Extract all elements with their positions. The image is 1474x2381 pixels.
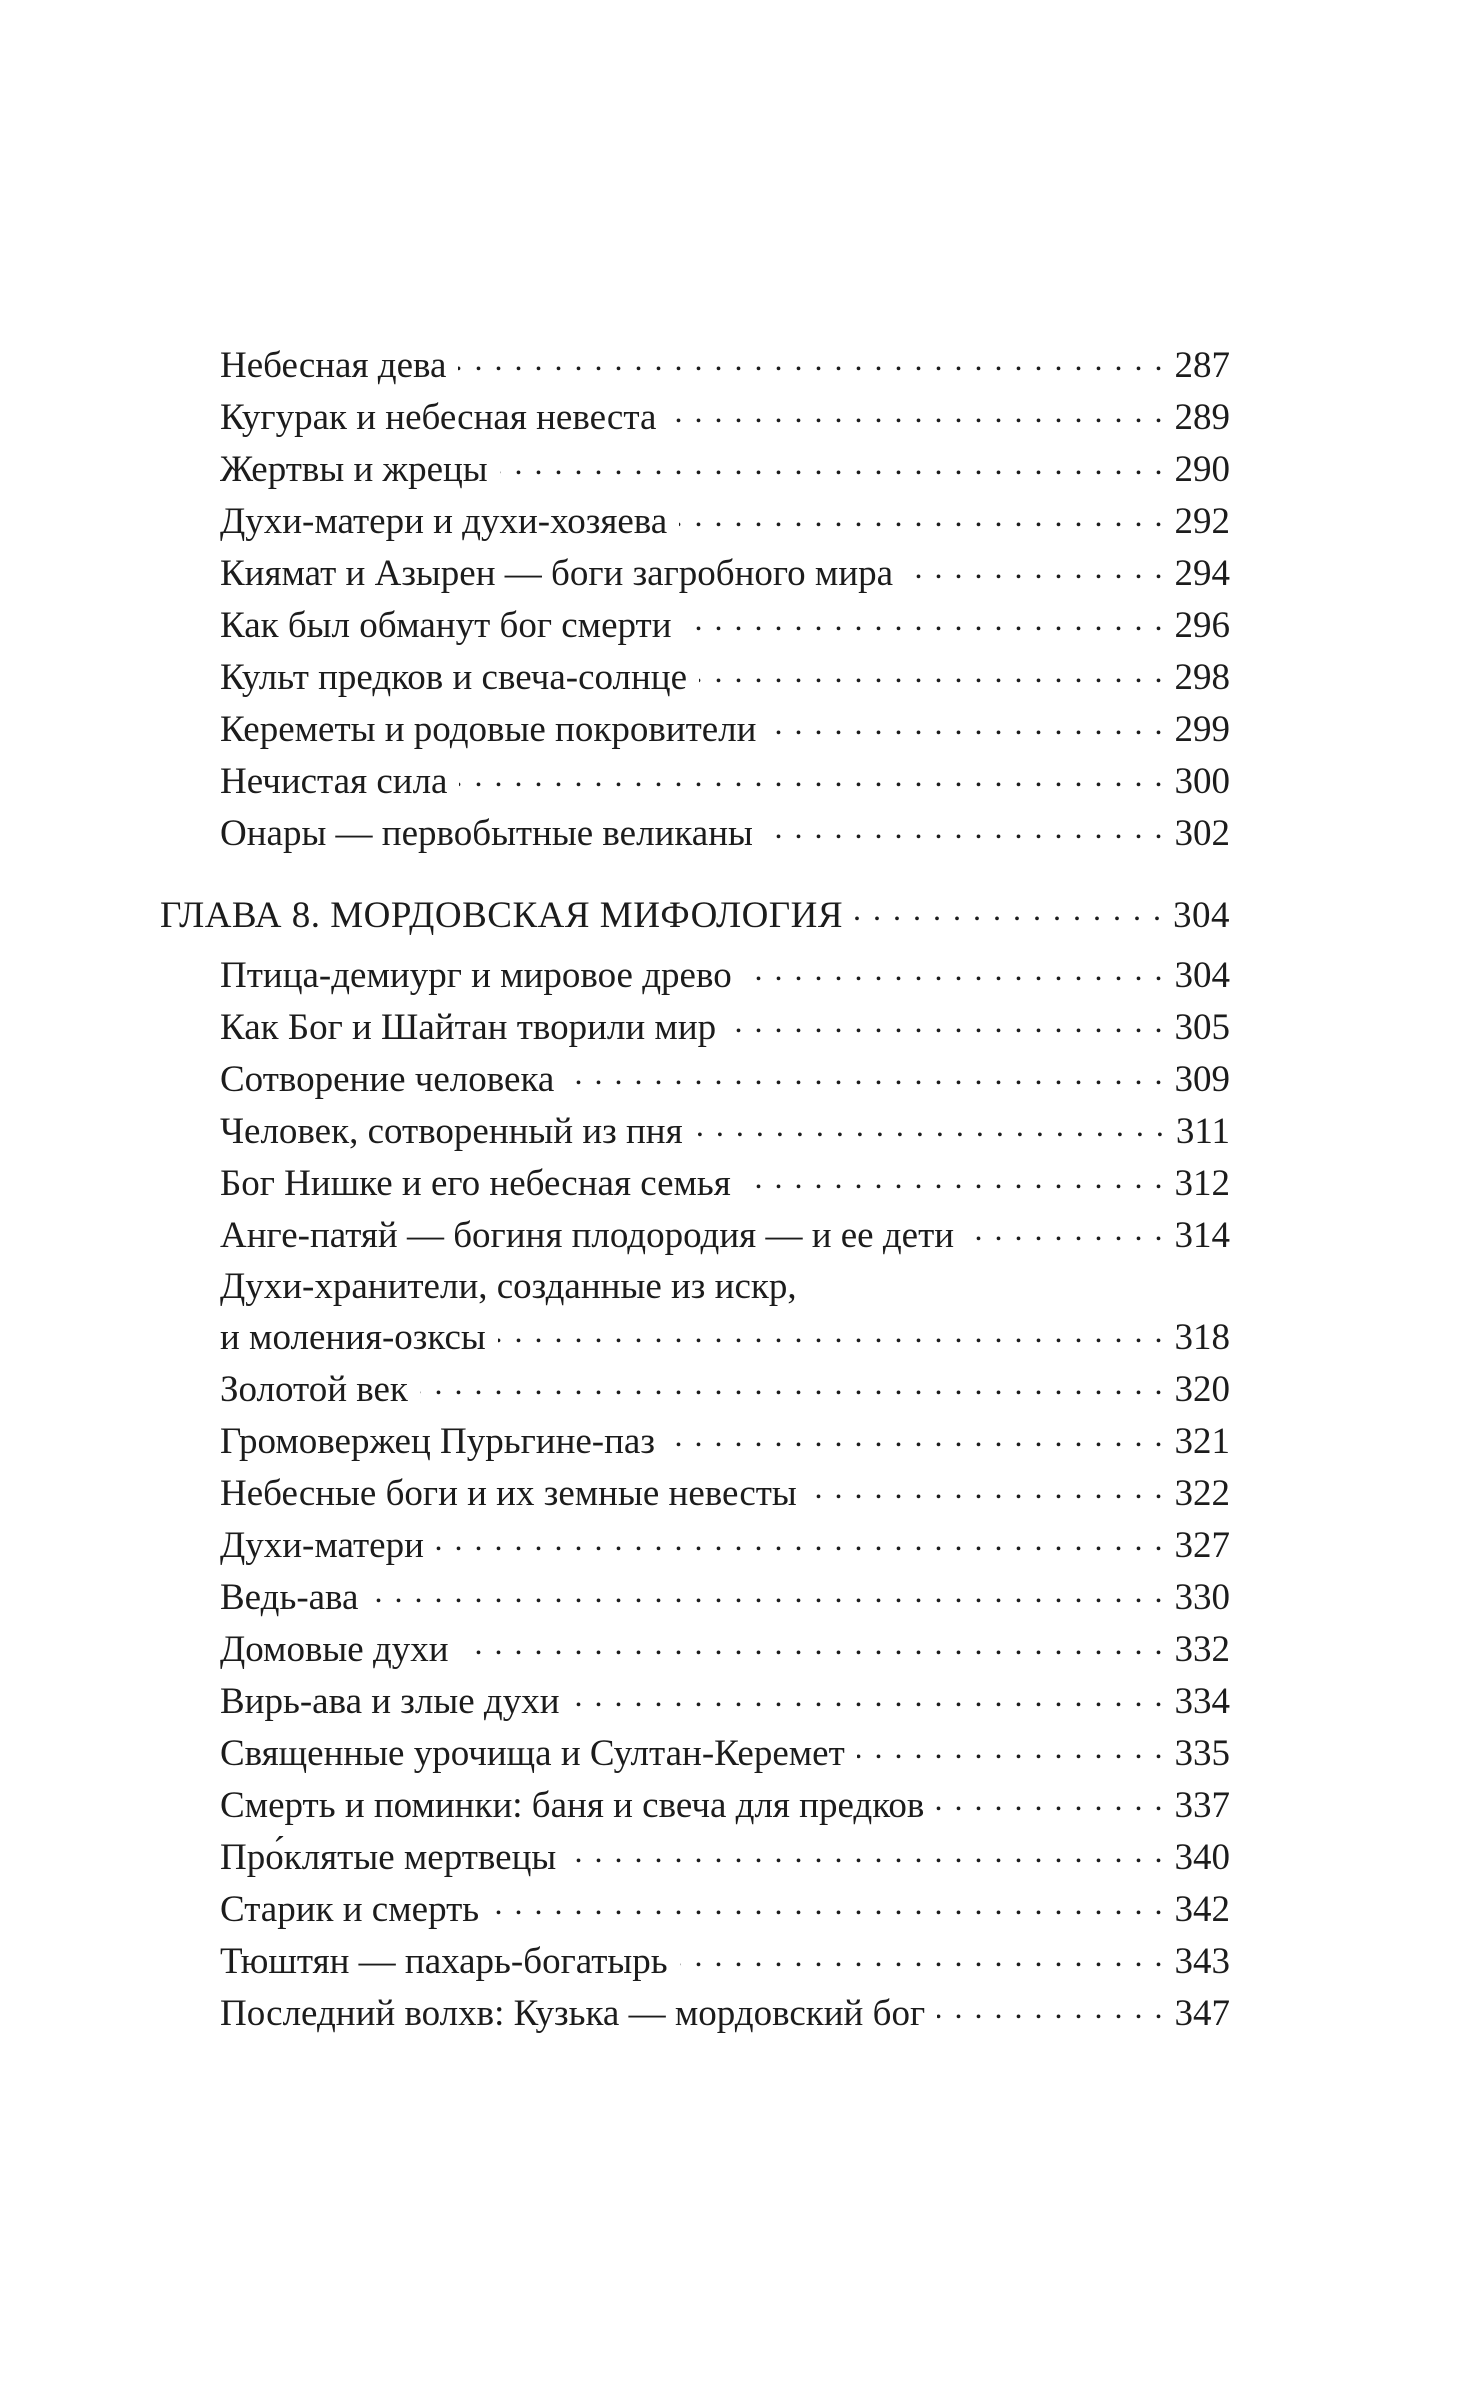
dot-leader <box>905 565 1164 585</box>
toc-entry-title: Громовержец Пурьгине-паз <box>220 1421 655 1462</box>
dot-leader <box>743 1175 1165 1195</box>
toc-entry-page: 330 <box>1174 1577 1230 1618</box>
toc-entry-page: 304 <box>1174 955 1230 996</box>
dot-leader <box>855 907 1163 927</box>
toc-entry <box>160 756 1230 808</box>
toc-entry-title: Последний волхв: Кузька — мордовский бог <box>220 1993 926 2034</box>
toc-entry-page: 311 <box>1175 1111 1230 1152</box>
dot-leader <box>436 1537 1165 1557</box>
toc-entry-page: 287 <box>1174 345 1230 386</box>
toc-entry <box>160 1210 1230 1262</box>
toc-section-chapter <box>160 950 1230 2040</box>
toc-entry-line2 <box>220 1312 1230 1364</box>
dot-leader <box>857 1745 1165 1765</box>
toc-entry-title: Киямат и Азырен — боги загробного мира <box>220 553 894 594</box>
toc-entry-title: Кугурак и небесная невеста <box>220 397 657 438</box>
dot-leader <box>679 513 1164 533</box>
toc-entry-title: Старик и смерть <box>220 1889 480 1930</box>
toc-entry <box>160 392 1230 444</box>
toc-entry-title: Смерть и поминки: баня и свеча для предков <box>220 1785 925 1826</box>
toc-entry-page: 292 <box>1174 501 1230 542</box>
toc-entry <box>160 1364 1230 1416</box>
chapter-title: ГЛАВА 8. МОРДОВСКАЯ МИФОЛОГИЯ <box>160 895 844 936</box>
toc-entry <box>160 444 1230 496</box>
dot-leader <box>568 1849 1164 1869</box>
dot-leader <box>420 1381 1165 1401</box>
toc-entry-page: 296 <box>1174 605 1230 646</box>
toc-entry-page: 302 <box>1174 813 1230 854</box>
toc-entry <box>160 1936 1230 1988</box>
toc-entry-title: Онары — первобытные великаны <box>220 813 753 854</box>
dot-leader <box>667 1433 1165 1453</box>
toc-entry-title: Золотой век <box>220 1369 408 1410</box>
toc-entry-title: Птица-демиург и мировое древо <box>220 955 732 996</box>
toc-entry-page: 312 <box>1174 1163 1230 1204</box>
toc-entry <box>160 1884 1230 1936</box>
toc-entry-page: 320 <box>1174 1369 1230 1410</box>
toc-entry-title: Вирь-ава и злые духи <box>220 1681 560 1722</box>
toc-entry-title: Сотворение человека <box>220 1059 555 1100</box>
toc-entry-title: Небесные боги и их земные невесты <box>220 1473 797 1514</box>
toc-entry-page: 342 <box>1174 1889 1230 1930</box>
toc-entry-page: 299 <box>1174 709 1230 750</box>
dot-leader <box>498 1329 1165 1349</box>
toc-entry-title: Священные урочища и Султан-Керемет <box>220 1733 845 1774</box>
toc-entry-page: 294 <box>1174 553 1230 594</box>
toc-entry <box>160 548 1230 600</box>
table-of-contents <box>160 340 1230 2040</box>
toc-entry <box>160 1780 1230 1832</box>
toc-entry <box>160 950 1230 1002</box>
toc-entry-page: 318 <box>1174 1317 1230 1358</box>
toc-entry-title: Домовые духи <box>220 1629 449 1670</box>
dot-leader <box>937 2005 1164 2025</box>
toc-entry-title: Анге-патяй — богиня плодородия — и ее дети <box>220 1215 955 1256</box>
toc-entry-page: 309 <box>1174 1059 1230 1100</box>
toc-entry <box>160 1002 1230 1054</box>
toc-entry-page: 314 <box>1174 1215 1230 1256</box>
dot-leader <box>768 721 1164 741</box>
toc-entry <box>160 704 1230 756</box>
dot-leader <box>809 1485 1165 1505</box>
toc-entry <box>160 1106 1230 1158</box>
toc-entry <box>160 1054 1230 1106</box>
toc-entry-page: 347 <box>1174 1993 1230 2034</box>
dot-leader <box>684 617 1165 637</box>
toc-entry-title: Как Бог и Шайтан творили мир <box>220 1007 717 1048</box>
toc-entry <box>160 1728 1230 1780</box>
toc-entry-title: Про́клятые мертвецы <box>220 1837 557 1878</box>
toc-entry <box>160 1676 1230 1728</box>
dot-leader <box>728 1019 1164 1039</box>
toc-entry-page: 305 <box>1174 1007 1230 1048</box>
toc-entry-title: Духи-матери <box>220 1525 424 1566</box>
toc-entry-title: Небесная дева <box>220 345 447 386</box>
toc-entry <box>160 340 1230 392</box>
toc-entry-page: 298 <box>1174 657 1230 698</box>
toc-entry <box>160 496 1230 548</box>
toc-entry-page: 337 <box>1174 1785 1230 1826</box>
dot-leader <box>459 773 1164 793</box>
toc-entry-page: 289 <box>1174 397 1230 438</box>
dot-leader <box>936 1797 1164 1817</box>
toc-entry-multiline <box>160 1262 1230 1364</box>
toc-entry-title: Жертвы и жрецы <box>220 449 488 490</box>
toc-entry <box>160 1520 1230 1572</box>
dot-leader <box>699 669 1165 689</box>
dot-leader <box>765 825 1165 845</box>
toc-entry-page: 290 <box>1174 449 1230 490</box>
dot-leader <box>458 357 1164 377</box>
toc-entry-title: Как был обманут бог смерти <box>220 605 672 646</box>
toc-entry <box>160 1572 1230 1624</box>
toc-entry <box>160 1988 1230 2040</box>
toc-entry-title-line2: и моления-озксы <box>220 1317 486 1358</box>
toc-entry-title: Тюштян — пахарь-богатырь <box>220 1941 668 1982</box>
toc-entry-title: Кереметы и родовые покровители <box>220 709 757 750</box>
toc-entry <box>160 1832 1230 1884</box>
toc-entry <box>160 1158 1230 1210</box>
toc-entry <box>160 1468 1230 1520</box>
toc-entry-page: 343 <box>1174 1941 1230 1982</box>
dot-leader <box>370 1589 1164 1609</box>
toc-entry-page: 335 <box>1174 1733 1230 1774</box>
chapter-page: 304 <box>1173 895 1230 936</box>
dot-leader <box>966 1227 1164 1247</box>
dot-leader <box>744 967 1165 987</box>
toc-entry <box>160 1416 1230 1468</box>
dot-leader <box>461 1641 1165 1661</box>
toc-entry-title: Духи-матери и духи-хозяева <box>220 501 668 542</box>
toc-entry-title: Человек, сотворенный из пня <box>220 1111 683 1152</box>
dot-leader <box>566 1071 1164 1091</box>
toc-section-top <box>160 340 1230 860</box>
toc-entry <box>160 600 1230 652</box>
dot-leader <box>500 461 1165 481</box>
toc-entry-title: Ведь-ава <box>220 1577 359 1618</box>
dot-leader <box>668 409 1164 429</box>
toc-entry <box>160 652 1230 704</box>
dot-leader <box>491 1901 1164 1921</box>
toc-entry-page: 334 <box>1174 1681 1230 1722</box>
toc-entry-page: 340 <box>1174 1837 1230 1878</box>
toc-entry-page: 327 <box>1174 1525 1230 1566</box>
toc-chapter-heading <box>160 890 1230 942</box>
toc-entry-title: Нечистая сила <box>220 761 448 802</box>
toc-entry-title: Культ предков и свеча-солнце <box>220 657 687 698</box>
toc-entry <box>160 808 1230 860</box>
toc-entry-page: 321 <box>1174 1421 1230 1462</box>
toc-entry-page: 322 <box>1174 1473 1230 1514</box>
toc-entry-title: Бог Нишке и его небесная семья <box>220 1163 731 1204</box>
dot-leader <box>695 1123 1166 1143</box>
dot-leader <box>680 1953 1165 1973</box>
dot-leader <box>572 1693 1165 1713</box>
toc-entry-page: 300 <box>1174 761 1230 802</box>
toc-entry <box>160 1624 1230 1676</box>
toc-entry-title-line1: Духи-хранители, созданные из искр, <box>220 1266 797 1307</box>
toc-entry-page: 332 <box>1174 1629 1230 1670</box>
